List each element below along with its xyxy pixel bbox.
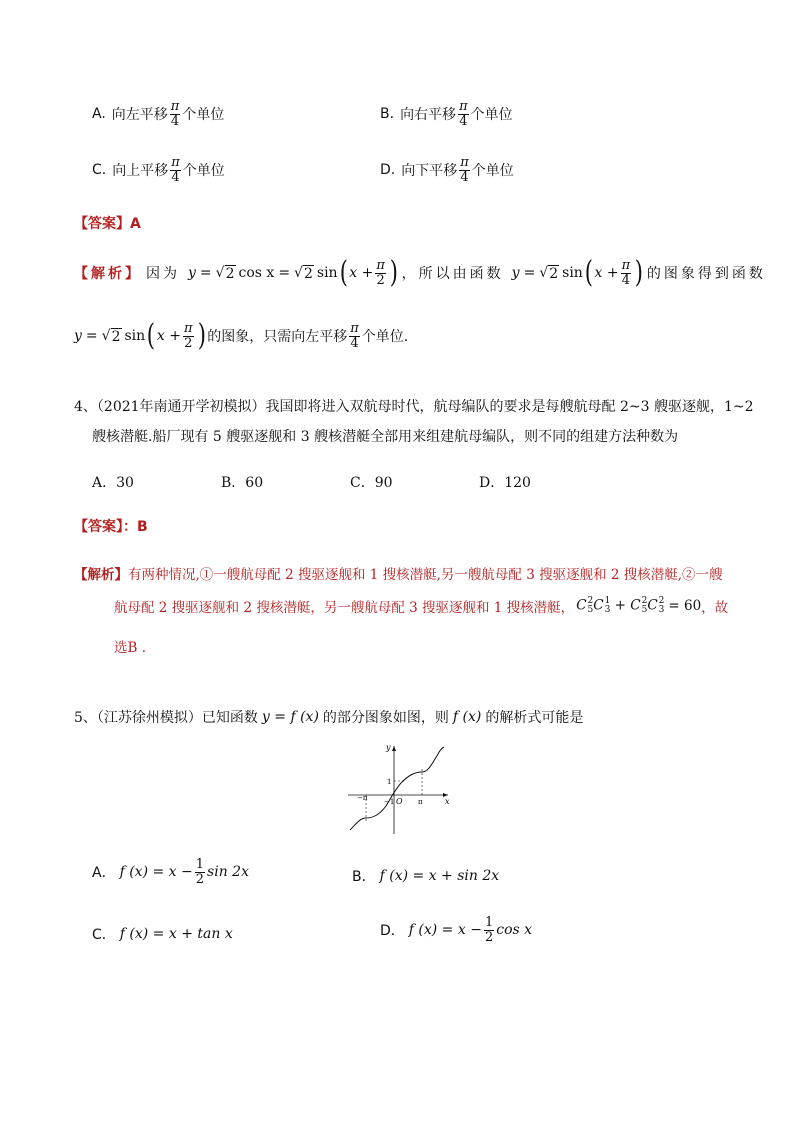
q3-option-b-suffix: 个单位 <box>470 107 513 124</box>
q5-option-a: A． f (x) = x − $\frac{1}{2}$ sin 2x <box>92 857 249 887</box>
q3-option-c-label: C. <box>92 162 107 179</box>
q4-choice-c: C．90 <box>350 475 393 491</box>
q5-stem-end: 的解析式可能是 <box>485 710 584 726</box>
q3-because: 因为 <box>146 266 180 282</box>
q3-option-b <box>380 100 513 128</box>
q3-line2-text: 的图象，只需向左平移 <box>207 329 348 345</box>
q4-stem-line1: 4、（2021年南通开学初模拟）我国即将进入双航母时代，航母编队的要求是每艘航母配 2~3 艘驱逐舰，1~2 <box>74 399 754 415</box>
q4-choice-d: D．120 <box>479 475 531 491</box>
q3-analysis-line1: 【解析】 因为 y = √ 2 cos x = √ 2 sin ( x + $\frac{\pi}{2}$ ) ，所以由函数 y = √ 2 sin ( x + $\frac{\pi}{4}$ ) 的图象得到函数 <box>74 255 766 290</box>
q3-answer-tag: 【答案】 <box>74 216 130 232</box>
graph-pi: π <box>418 798 423 806</box>
q4-choice-a: A．30 <box>92 475 134 491</box>
q5-stem-func: y = f (x) <box>261 709 319 725</box>
q5-option-c: C． f (x) = x + tan x <box>92 926 233 943</box>
y-axis-arrow-icon <box>392 746 396 751</box>
q3-analysis-tag: 【解析】 <box>74 266 142 282</box>
q3-option-c-prefix: 向上平移 <box>112 163 169 180</box>
q3-option-b-prefix: 向右平移 <box>400 107 457 124</box>
q3-option-b-label: B. <box>380 106 395 123</box>
q4-analysis-line3: 选B . <box>114 640 147 656</box>
graph-neg-pi: −π <box>357 794 368 802</box>
q4-answer-tag: 【答案】 <box>74 519 123 535</box>
q4-analysis-line1: 【解析】有两种情况,①一艘航母配 2 搜驱逐舰和 1 搜核潜艇,另一艘航母配 3 搜驱逐舰和 2 搜核潜艇,②一艘 <box>74 567 723 583</box>
q3-option-d-prefix: 向下平移 <box>401 163 458 180</box>
q3-option-c <box>92 156 225 184</box>
q3-analysis-line2: y = √ 2 sin ( x + $\frac{\pi}{2}$ ) 的图象，只需向左平移 $\frac{\pi}{4}$ 个单位. <box>74 318 409 353</box>
graph-x-label: x <box>445 797 450 806</box>
q5-option-d: D． f (x) = x − $\frac{1}{2}$ cos x <box>380 915 533 945</box>
function-curve <box>350 747 444 830</box>
graph-one: 1 <box>387 778 392 786</box>
q3-option-b-frac: $\frac{\pi}{4}$ <box>459 99 468 129</box>
q5-stem-prefix: 5、（江苏徐州模拟）已知函数 <box>74 710 258 726</box>
q3-option-a-label: A. <box>92 106 106 123</box>
q5-stem <box>74 707 583 727</box>
q3-end-text: 的图象得到函数 <box>646 266 766 282</box>
q4-answer-value: ：B <box>123 519 148 535</box>
q3-option-c-frac: $\frac{\pi}{4}$ <box>171 155 180 185</box>
q4-answer <box>74 516 148 536</box>
q3-answer-value: A <box>130 216 141 232</box>
q4-choice-b: B．60 <box>221 475 264 491</box>
q5-stem-mid: 的部分图象如图，则 <box>322 710 449 726</box>
q4-stem-line2: 艘核潜艇.船厂现有 5 艘驱逐舰和 3 艘核潜艇全部用来组建航母编队，则不同的组建方法种数为 <box>92 429 679 445</box>
q3-option-a-frac: $\frac{\pi}{4}$ <box>170 99 180 129</box>
graph-origin: O <box>396 797 403 806</box>
q3-option-d-suffix: 个单位 <box>471 163 514 180</box>
q3-option-d <box>380 156 514 184</box>
q3-line2-end: 个单位. <box>361 329 409 345</box>
q4-formula: C 2 5 C 1 3 + C 2 5 C 2 3 <box>576 596 665 615</box>
q4-formula-result: = 60 <box>668 598 702 614</box>
q3-option-d-frac: $\frac{\pi}{4}$ <box>460 155 469 185</box>
q3-option-a-prefix: 向左平移 <box>111 107 168 124</box>
q4-analysis-tag: 【解析】 <box>74 567 128 583</box>
q5-graph <box>340 738 456 838</box>
graph-y-label: y <box>386 743 391 752</box>
q3-answer <box>74 213 141 233</box>
q5-option-b: B． f (x) = x + sin 2x <box>352 868 500 885</box>
q3-mid-text: ，所以由函数 <box>401 266 504 282</box>
q3-option-c-suffix: 个单位 <box>182 163 225 180</box>
q3-option-d-label: D. <box>380 162 396 179</box>
q3-option-a-suffix: 个单位 <box>182 107 225 124</box>
q4-analysis-line2: 航母配 2 搜驱逐舰和 2 搜核潜艇，另一艘航母配 3 搜驱逐舰和 1 搜核潜艇， C 2 5 C 1 3 + C 2 5 C 2 3 = 60 ，故 <box>114 596 729 616</box>
q5-stem-fx: f (x) <box>452 709 482 725</box>
graph-neg-one: −1 <box>384 798 395 806</box>
q3-option-a <box>92 100 224 128</box>
